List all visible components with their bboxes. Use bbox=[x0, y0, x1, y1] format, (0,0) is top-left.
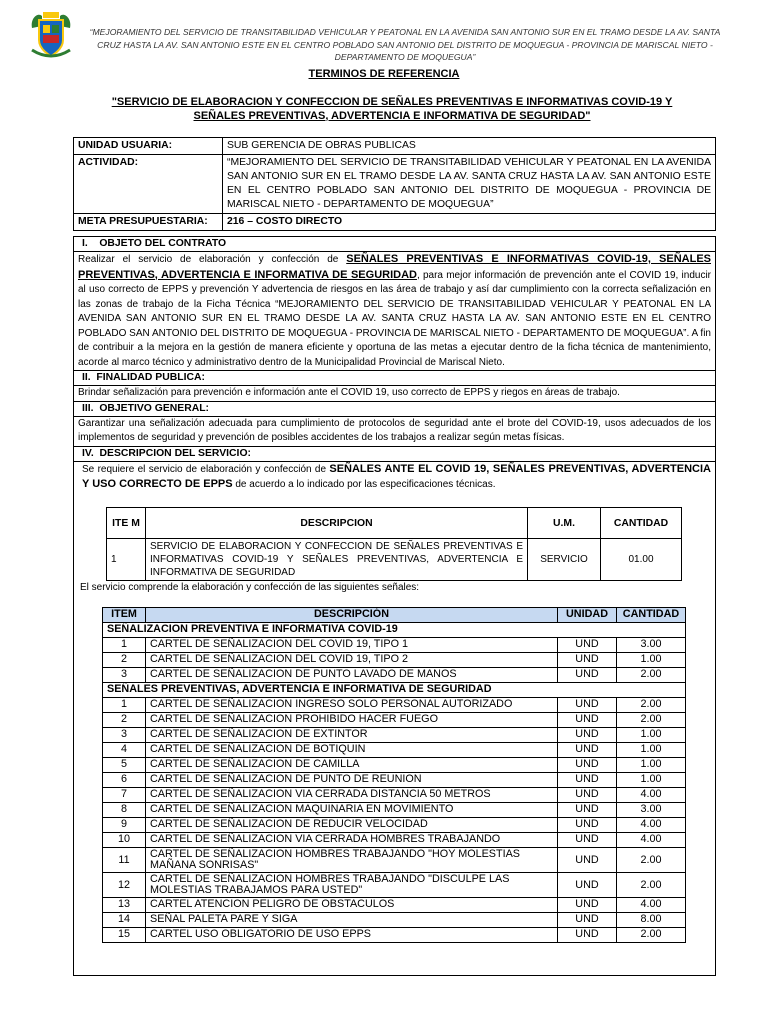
row-qty: 4.00 bbox=[617, 818, 686, 833]
section-objeto-title: I. OBJETO DEL CONTRATO bbox=[74, 237, 715, 252]
row-item: 9 bbox=[103, 818, 146, 833]
table-row bbox=[103, 728, 686, 743]
row-unit: UND bbox=[558, 638, 617, 653]
row-item: 3 bbox=[103, 668, 146, 683]
row-desc: CARTEL DE SEÑALIZACION HOMBRES TRABAJANDO "DISCULPE LAS MOLESTIAS TRABAJAMOS PARA USTED" bbox=[146, 873, 558, 898]
row-qty: 2.00 bbox=[617, 668, 686, 683]
row-desc: CARTEL DE SEÑALIZACION VIA CERRADA DISTANCIA 50 METROS bbox=[146, 788, 558, 803]
row-qty: 4.00 bbox=[617, 898, 686, 913]
group-row bbox=[103, 623, 686, 638]
row-item: 14 bbox=[103, 913, 146, 928]
section-objetivo-title: III. OBJETIVO GENERAL: bbox=[74, 401, 715, 417]
service-um: SERVICIO bbox=[528, 539, 601, 581]
meta-label: META PRESUPUESTARIA: bbox=[74, 214, 223, 231]
actividad-value: “MEJORAMIENTO DEL SERVICIO DE TRANSITABILIDAD VEHICULAR Y PEATONAL EN LA AVENIDA SAN ANTONIO SUR EN EL TRAMO DESDE LA AV. SANTA CRUZ HASTA LA AV. SAN ANTONIO ESTE EN EL CENTRO POBLADO SAN ANTONIO DEL DISTRITO DE MOQUEGUA - PROVINCIA DE MARISCAL NIETO - DEPARTAMENTO DE MOQUEGUA” bbox=[223, 155, 716, 214]
row-qty: 2.00 bbox=[617, 713, 686, 728]
row-item: 4 bbox=[103, 743, 146, 758]
row-unit: UND bbox=[558, 848, 617, 873]
row-desc: CARTEL DE SEÑALIZACION DEL COVID 19, TIPO 2 bbox=[146, 653, 558, 668]
document-subject: "SERVICIO DE ELABORACION Y CONFECCION DE SEÑALES PREVENTIVAS E INFORMATIVAS COVID-19 Y SEÑALES PREVENTIVAS, ADVERTENCIA E INFORMATIVA DE SEGURIDAD" bbox=[111, 96, 673, 122]
table-row bbox=[103, 713, 686, 728]
table-row bbox=[103, 818, 686, 833]
table-row bbox=[103, 653, 686, 668]
row-item: 1 bbox=[103, 698, 146, 713]
row-qty: 2.00 bbox=[617, 928, 686, 943]
service-table bbox=[106, 507, 682, 581]
section-finalidad-title: II. FINALIDAD PUBLICA: bbox=[74, 370, 715, 386]
table-row bbox=[103, 848, 686, 873]
row-item: 6 bbox=[103, 773, 146, 788]
objeto-highlight: SEÑALES PREVENTIVAS E INFORMATIVAS COVID-19, SEÑALES PREVENTIVAS, ADVERTENCIA E INFORMATIVA DE SEGURIDAD bbox=[78, 253, 712, 281]
row-desc: CARTEL DE SEÑALIZACION HOMBRES TRABAJANDO "HOY MOLESTIAS MAÑANA SONRISAS" bbox=[146, 848, 558, 873]
service-table-header bbox=[107, 508, 682, 539]
descripcion-bold: SEÑALES ANTE EL COVID 19, SEÑALES PREVENTIVAS, ADVERTENCIA Y USO CORRECTO DE EPPS bbox=[82, 462, 711, 490]
row-qty: 1.00 bbox=[617, 773, 686, 788]
coat-of-arms-logo bbox=[28, 10, 74, 62]
info-row-actividad bbox=[74, 155, 716, 214]
row-qty: 1.00 bbox=[617, 728, 686, 743]
row-qty: 1.00 bbox=[617, 653, 686, 668]
row-qty: 2.00 bbox=[617, 698, 686, 713]
row-desc: SEÑAL PALETA PARE Y SIGA bbox=[146, 913, 558, 928]
row-item: 3 bbox=[103, 728, 146, 743]
row-unit: UND bbox=[558, 773, 617, 788]
row-desc: CARTEL DE SEÑALIZACION DE PUNTO LAVADO DE MANOS bbox=[146, 668, 558, 683]
row-item: 11 bbox=[103, 848, 146, 873]
group-seguridad-label: SEÑALES PREVENTIVAS, ADVERTENCIA E INFORMATIVA DE SEGURIDAD bbox=[103, 683, 686, 698]
info-row-unidad bbox=[74, 138, 716, 155]
table-row bbox=[103, 743, 686, 758]
row-desc: CARTEL ATENCION PELIGRO DE OBSTACULOS bbox=[146, 898, 558, 913]
row-qty: 1.00 bbox=[617, 758, 686, 773]
table-row bbox=[103, 928, 686, 943]
row-desc: CARTEL DE SEÑALIZACION INGRESO SOLO PERSONAL AUTORIZADO bbox=[146, 698, 558, 713]
row-qty: 2.00 bbox=[617, 848, 686, 873]
row-desc: CARTEL DE SEÑALIZACION PROHIBIDO HACER FUEGO bbox=[146, 713, 558, 728]
service-item: 1 bbox=[107, 539, 146, 581]
row-unit: UND bbox=[558, 913, 617, 928]
row-unit: UND bbox=[558, 928, 617, 943]
row-item: 2 bbox=[103, 713, 146, 728]
unidad-label: UNIDAD USUARIA: bbox=[74, 138, 223, 155]
row-item: 5 bbox=[103, 758, 146, 773]
table-row bbox=[103, 758, 686, 773]
table-row bbox=[103, 788, 686, 803]
col-descripcion-header: DESCRIPCION bbox=[146, 508, 528, 539]
signs-col-item: ITEM bbox=[103, 608, 146, 623]
row-desc: CARTEL DE SEÑALIZACION DEL COVID 19, TIPO 1 bbox=[146, 638, 558, 653]
signs-col-descripcion: DESCRIPCIÓN bbox=[146, 608, 558, 623]
row-unit: UND bbox=[558, 788, 617, 803]
table-row bbox=[103, 638, 686, 653]
table-row bbox=[103, 913, 686, 928]
actividad-label: ACTIVIDAD: bbox=[74, 155, 223, 214]
section-finalidad-body: Brindar señalización para prevención e información ante el COVID 19, uso correcto de EPPS y riegos en áreas de trabajo. bbox=[78, 387, 620, 398]
row-desc: CARTEL DE SEÑALIZACION DE BOTIQUIN bbox=[146, 743, 558, 758]
col-um-header: U.M. bbox=[528, 508, 601, 539]
document-title: TERMINOS DE REFERENCIA bbox=[308, 68, 460, 80]
table-row bbox=[103, 668, 686, 683]
row-qty: 2.00 bbox=[617, 873, 686, 898]
header-project-quote: “MEJORAMIENTO DEL SERVICIO DE TRANSITABILIDAD VEHICULAR Y PEATONAL EN LA AVENIDA SAN ANTONIO SUR EN EL TRAMO DESDE LA AV. SANTA CRUZ HASTA LA AV. SAN ANTONIO ESTE EN EL CENTRO POBLADO SAN ANTONIO DEL DISTRITO DE MOQUEGUA - PROVINCIA DE MARISCAL NIETO - DEPARTAMENTO DE MOQUEGUA” bbox=[89, 27, 721, 62]
row-unit: UND bbox=[558, 728, 617, 743]
table-row bbox=[103, 898, 686, 913]
service-row bbox=[107, 539, 682, 581]
info-row-meta bbox=[74, 214, 716, 231]
unidad-value: SUB GERENCIA DE OBRAS PUBLICAS bbox=[223, 138, 716, 155]
row-unit: UND bbox=[558, 698, 617, 713]
row-desc: CARTEL DE SEÑALIZACION MAQUINARIA EN MOVIMIENTO bbox=[146, 803, 558, 818]
row-qty: 4.00 bbox=[617, 788, 686, 803]
section-objeto-body bbox=[74, 252, 715, 370]
section-objetivo-body: Garantizar una señalización adecuada para cumplimiento de protocolos de seguridad ante el brote del COVID-19, usos adecuados de los implementos de seguridad y prevención de posibles accidentes de los trabajos a realizar según metas físicas. bbox=[78, 417, 711, 443]
group-covid-label: SEÑALIZACION PREVENTIVA E INFORMATIVA COVID-19 bbox=[103, 623, 686, 638]
row-item: 12 bbox=[103, 873, 146, 898]
table-row bbox=[103, 803, 686, 818]
signs-table bbox=[102, 607, 686, 943]
row-item: 15 bbox=[103, 928, 146, 943]
row-item: 2 bbox=[103, 653, 146, 668]
row-unit: UND bbox=[558, 653, 617, 668]
row-qty: 8.00 bbox=[617, 913, 686, 928]
meta-value: 216 – COSTO DIRECTO bbox=[223, 214, 716, 231]
row-desc: CARTEL DE SEÑALIZACION DE CAMILLA bbox=[146, 758, 558, 773]
row-item: 10 bbox=[103, 833, 146, 848]
descripcion-text-pre: Se requiere el servicio de elaboración y confección de bbox=[82, 463, 330, 475]
row-desc: CARTEL USO OBLIGATORIO DE USO EPPS bbox=[146, 928, 558, 943]
row-item: 8 bbox=[103, 803, 146, 818]
signs-col-unidad: UNIDAD bbox=[558, 608, 617, 623]
row-unit: UND bbox=[558, 833, 617, 848]
row-unit: UND bbox=[558, 818, 617, 833]
row-item: 1 bbox=[103, 638, 146, 653]
row-unit: UND bbox=[558, 713, 617, 728]
row-desc: CARTEL DE SEÑALIZACION VIA CERRADA HOMBRES TRABAJANDO bbox=[146, 833, 558, 848]
signs-table-header bbox=[103, 608, 686, 623]
row-qty: 4.00 bbox=[617, 833, 686, 848]
row-item: 7 bbox=[103, 788, 146, 803]
service-cantidad: 01.00 bbox=[601, 539, 682, 581]
section-descripcion-note: El servicio comprende la elaboración y confección de las siguientes señales: bbox=[80, 581, 420, 593]
descripcion-text-post: de acuerdo a lo indicado por las especificaciones técnicas. bbox=[232, 479, 496, 490]
section-descripcion-title: IV. DESCRIPCION DEL SERVICIO: bbox=[74, 446, 715, 462]
row-unit: UND bbox=[558, 873, 617, 898]
row-unit: UND bbox=[558, 668, 617, 683]
row-qty: 3.00 bbox=[617, 638, 686, 653]
table-row bbox=[103, 833, 686, 848]
col-item-header: ITE M bbox=[107, 508, 146, 539]
table-row bbox=[103, 773, 686, 788]
row-unit: UND bbox=[558, 803, 617, 818]
row-desc: CARTEL DE SEÑALIZACION DE PUNTO DE REUNION bbox=[146, 773, 558, 788]
table-row bbox=[103, 698, 686, 713]
row-desc: CARTEL DE SEÑALIZACION DE REDUCIR VELOCIDAD bbox=[146, 818, 558, 833]
row-unit: UND bbox=[558, 898, 617, 913]
row-unit: UND bbox=[558, 743, 617, 758]
info-table bbox=[73, 137, 716, 231]
col-cantidad-header: CANTIDAD bbox=[601, 508, 682, 539]
row-desc: CARTEL DE SEÑALIZACION DE EXTINTOR bbox=[146, 728, 558, 743]
service-descripcion: SERVICIO DE ELABORACION Y CONFECCION DE SEÑALES PREVENTIVAS E INFORMATIVAS COVID-19 Y SEÑALES PREVENTIVAS, ADVERTENCIA E INFORMATIVA DE SEGURIDAD bbox=[146, 539, 528, 581]
row-item: 13 bbox=[103, 898, 146, 913]
row-qty: 1.00 bbox=[617, 743, 686, 758]
section-descripcion-body bbox=[74, 462, 715, 493]
row-unit: UND bbox=[558, 758, 617, 773]
table-row bbox=[103, 873, 686, 898]
objeto-text-post: , para mejor información de prevención ante el COVID 19, inducir al uso correcto de EPPS y prevención Y advertencia de riesgos en las área de trabajo y así dar cumplimiento con la correcta señalización en las zonas de trabajo de la Ficha Técnica “MEJORAMIENTO DEL SERVICIO DE TRANSITABILIDAD VEHICULAR Y PEATONAL EN LA AVENIDA SAN ANTONIO SUR EN EL TRAMO DESDE LA AV. SANTA CRUZ HASTA LA AV. SAN ANTONIO ESTE EN EL CENTRO POBLADO SAN ANTONIO DEL DISTRITO DE MOQUEGUA - PROVINCIA DE MARISCAL NIETO - DEPARTAMENTO DE MOQUEGUA”. A fin de contribuir a la mejora en la gestión de manera eficiente y oportuna de las metas a ejecutar dentro de la ficha técnica de mantenimiento, acorde al marco técnico y administrativo dentro de la Municipalidad Provincial de Mariscal Nieto. bbox=[78, 269, 711, 368]
objeto-text-pre: Realizar el servicio de elaboración y confección de bbox=[78, 254, 347, 265]
row-qty: 3.00 bbox=[617, 803, 686, 818]
signs-col-cantidad: CANTIDAD bbox=[617, 608, 686, 623]
group-row bbox=[103, 683, 686, 698]
